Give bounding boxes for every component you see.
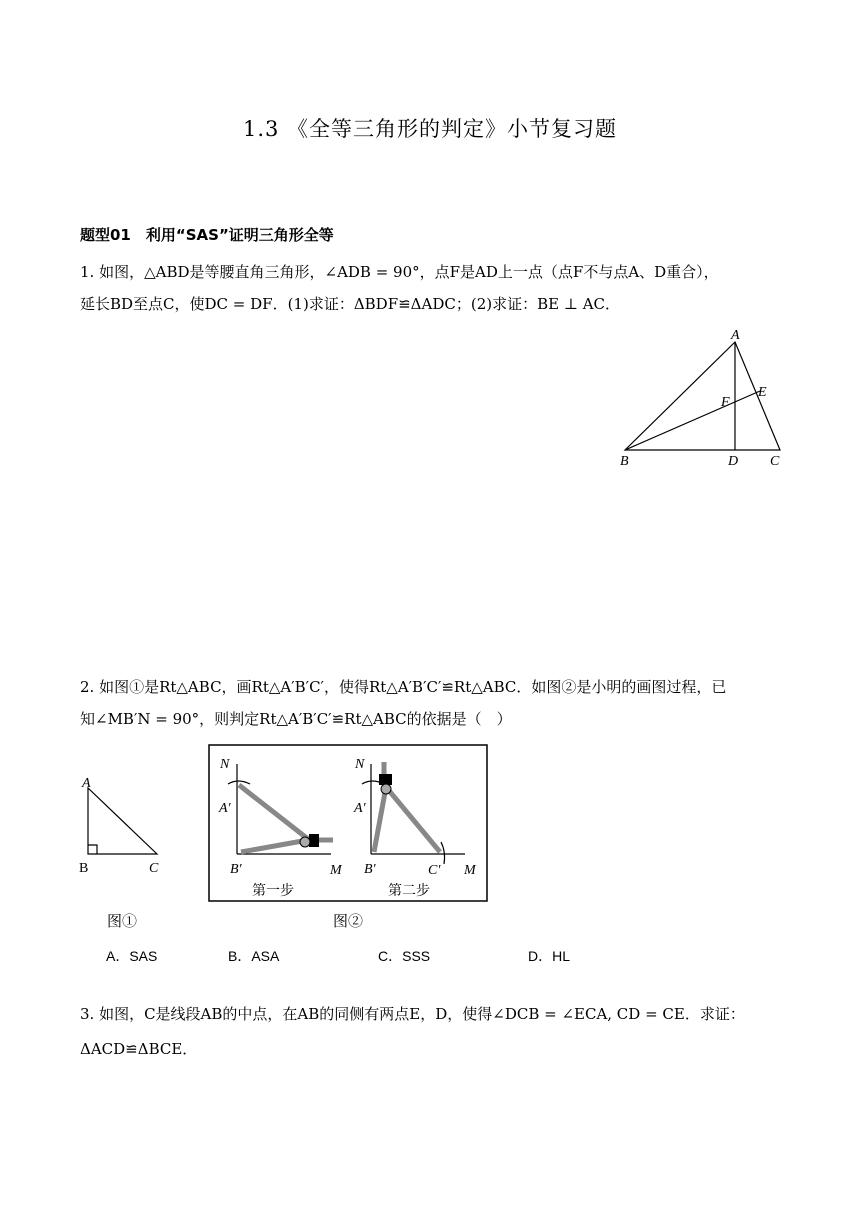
right-angle-mark (88, 845, 97, 854)
step2-label-m: M (464, 863, 476, 878)
label-c: C (770, 454, 780, 469)
compass-leg-4 (386, 787, 440, 852)
option-c[interactable]: C．SSS (378, 948, 431, 964)
step1-label-bp: B′ (230, 862, 242, 877)
compass-hinge-icon (309, 834, 319, 847)
q2-line1: 2. 如图①是Rt△ABC，画Rt△A′B′C′，使得Rt△A′B′C′≌Rt△ABC．如图②是小明的画图过程，已 (80, 678, 727, 696)
compass-leg-3 (374, 787, 386, 852)
q2-figure2 (208, 744, 490, 904)
triangle-abc-right (88, 788, 157, 854)
step1-label-n: N (220, 757, 230, 772)
step2-label-n: N (355, 757, 365, 772)
step1-label-ap: A′ (219, 801, 231, 816)
q2-figure1 (75, 772, 175, 907)
compass-leg-2 (241, 840, 308, 852)
segment-be (625, 391, 760, 450)
step2-arc-c (441, 842, 445, 864)
q1-line2: 延长BD至点C，使DC = DF．(1)求证：ΔBDF≌ΔADC；(2)求证：BE ⊥ AC． (80, 295, 621, 313)
step2-label-cp: C′ (428, 863, 441, 878)
option-a[interactable]: A．SAS (106, 948, 158, 964)
fig1-label-b: B (79, 861, 89, 876)
q3-line1: 3. 如图，C是线段AB的中点，在AB的同侧有两点E，D，使得∠DCB = ∠ECA, CD = CE．求证： (80, 1005, 745, 1023)
step1-arc (228, 781, 250, 784)
compass-pivot-2-icon (381, 784, 391, 794)
option-b[interactable]: B．ASA (228, 948, 280, 964)
label-f: F (721, 395, 730, 410)
fig1-caption: 图① (107, 912, 138, 930)
step2-label-ap: A′ (354, 801, 366, 816)
label-e: E (758, 385, 767, 400)
q1-figure (610, 325, 790, 470)
triangle-abc (625, 342, 780, 450)
label-d: D (728, 454, 739, 469)
page-title: 1.3 《全等三角形的判定》小节复习题 (242, 117, 618, 141)
q3-line2: ΔACD≌ΔBCE． (80, 1040, 198, 1058)
fig2-caption: 图② (333, 912, 364, 930)
section-heading: 题型01 利用“SAS”证明三角形全等 (80, 226, 334, 244)
q2-line2: 知∠MB′N = 90°，则判定Rt△A′B′C′≌Rt△ABC的依据是（ ） (80, 710, 512, 728)
label-b: B (620, 454, 629, 469)
step1-caption: 第一步 (252, 884, 294, 899)
label-a: A (731, 328, 740, 343)
fig1-label-a: A (82, 776, 91, 791)
step1-label-m: M (330, 863, 342, 878)
q1-line1: 1. 如图，△ABD是等腰直角三角形，∠ADB = 90°，点F是AD上一点（点F不与点A、D重合）， (80, 263, 719, 281)
step2-caption: 第二步 (388, 884, 430, 899)
compass-leg-1 (239, 785, 308, 839)
option-d[interactable]: D．HL (528, 948, 571, 964)
compass-pivot-icon (300, 837, 310, 847)
figure2-frame (209, 745, 487, 901)
compass-hinge-2-icon (379, 774, 392, 785)
fig1-label-c: C (149, 861, 159, 876)
step2-label-bp: B′ (364, 862, 376, 877)
